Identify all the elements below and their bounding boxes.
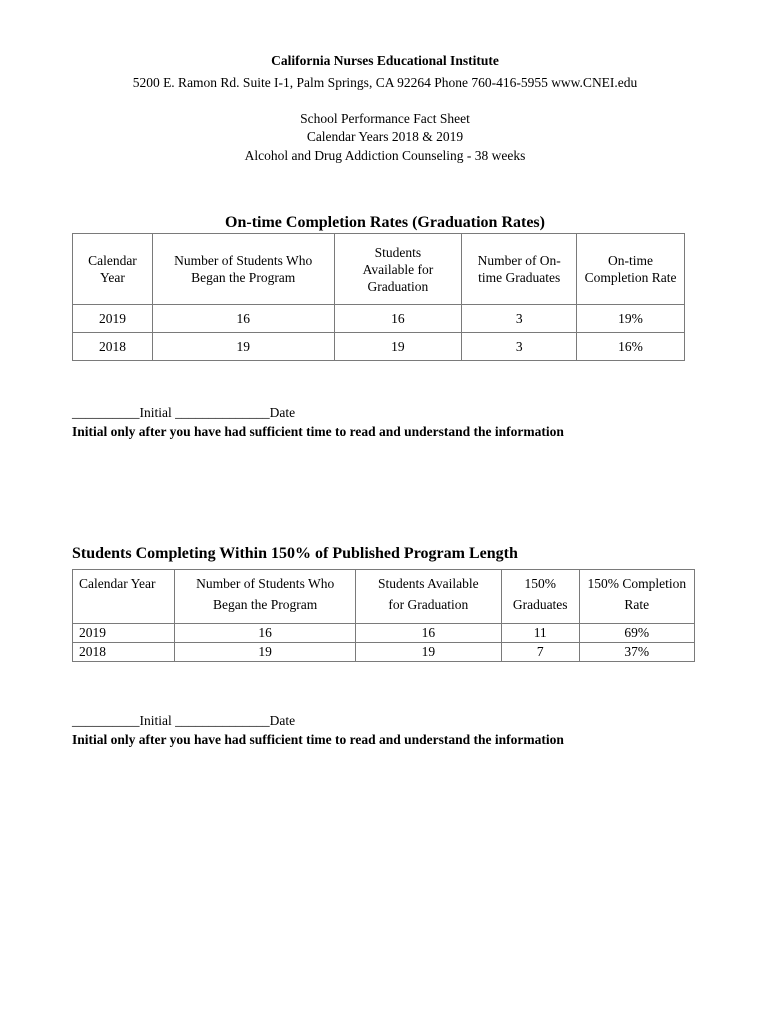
cell-150-graduates: 7	[501, 643, 579, 662]
header-line: Number of On-	[477, 253, 561, 268]
header-line: 150% Completion	[587, 576, 687, 591]
ontime-section-title: On-time Completion Rates (Graduation Rates)	[225, 214, 545, 231]
header-line: Rate	[624, 597, 650, 612]
initial-date-line: __________Initial ______________Date	[72, 405, 296, 420]
cell-ontime-graduates: 3	[462, 305, 577, 333]
initial-date-line: __________Initial ______________Date	[72, 713, 296, 728]
col-header-students-began	[152, 234, 334, 305]
initial-instruction: Initial only after you have had sufficient time to read and understand the information	[72, 732, 564, 747]
col-header-students-available	[355, 570, 501, 624]
header-line: Graduates	[512, 597, 568, 612]
cell-ontime-rate: 16%	[577, 333, 685, 361]
header-line: On-time	[608, 253, 654, 268]
cell-students-began: 16	[175, 624, 355, 643]
header-line: Available for	[362, 261, 434, 277]
header-line: 150%	[524, 576, 556, 591]
header-line: Began the Program	[213, 597, 318, 612]
cell-year: 2018	[73, 333, 153, 361]
institution-name: California Nurses Educational Institute	[271, 53, 499, 68]
header-line: Students	[374, 244, 422, 260]
col-header-ontime-rate	[577, 234, 685, 305]
col-header-150-graduates	[501, 570, 579, 624]
cell-ontime-graduates: 3	[462, 333, 577, 361]
col-header-ontime-graduates	[462, 234, 577, 305]
table-header-row	[73, 570, 695, 624]
institution-address: 5200 E. Ramon Rd. Suite I-1, Palm Springs, CA 92264 Phone 760-416-5955 www.CNEI.edu	[132, 75, 638, 90]
table-row	[73, 305, 685, 333]
cell-students-began: 19	[152, 333, 334, 361]
cell-year: 2019	[73, 624, 175, 643]
cell-students-began: 16	[152, 305, 334, 333]
cell-students-began: 19	[175, 643, 355, 662]
col-header-150-rate	[579, 570, 694, 624]
header-line: Year	[100, 270, 125, 285]
header-line: Completion Rate	[584, 270, 677, 285]
cell-150-graduates: 11	[501, 624, 579, 643]
cell-year: 2019	[73, 305, 153, 333]
completion150-table	[72, 569, 695, 662]
header-line: Calendar Year	[79, 576, 156, 591]
sheet-title: School Performance Fact Sheet	[300, 111, 470, 126]
header-line: for Graduation	[388, 597, 469, 612]
cell-students-available: 19	[355, 643, 501, 662]
header-line: time Graduates	[478, 270, 561, 285]
table-header-row	[73, 234, 685, 305]
sheet-years: Calendar Years 2018 & 2019	[306, 129, 464, 144]
cell-150-rate: 37%	[579, 643, 694, 662]
cell-150-rate: 69%	[579, 624, 694, 643]
header-line: Graduation	[367, 278, 429, 294]
header-line: Calendar	[88, 253, 137, 268]
cell-year: 2018	[73, 643, 175, 662]
ontime-completion-table	[72, 233, 685, 361]
cell-students-available: 16	[355, 624, 501, 643]
cell-students-available: 19	[334, 333, 462, 361]
cell-students-available: 16	[334, 305, 462, 333]
completion150-section-title: Students Completing Within 150% of Published Program Length	[72, 545, 518, 562]
table-row	[73, 624, 695, 643]
sheet-program: Alcohol and Drug Addiction Counseling - 38 weeks	[244, 148, 526, 163]
table-row	[73, 643, 695, 662]
col-header-students-began	[175, 570, 355, 624]
header-line: Began the Program	[191, 270, 296, 285]
table-row	[73, 333, 685, 361]
initial-instruction: Initial only after you have had sufficient time to read and understand the information	[72, 424, 564, 439]
header-line: Number of Students Who	[196, 576, 335, 591]
header-line: Students Available	[378, 576, 479, 591]
cell-ontime-rate: 19%	[577, 305, 685, 333]
col-header-calendar-year	[73, 570, 175, 624]
header-line: Number of Students Who	[174, 253, 313, 268]
col-header-calendar-year	[73, 234, 153, 305]
col-header-students-available	[334, 234, 462, 305]
